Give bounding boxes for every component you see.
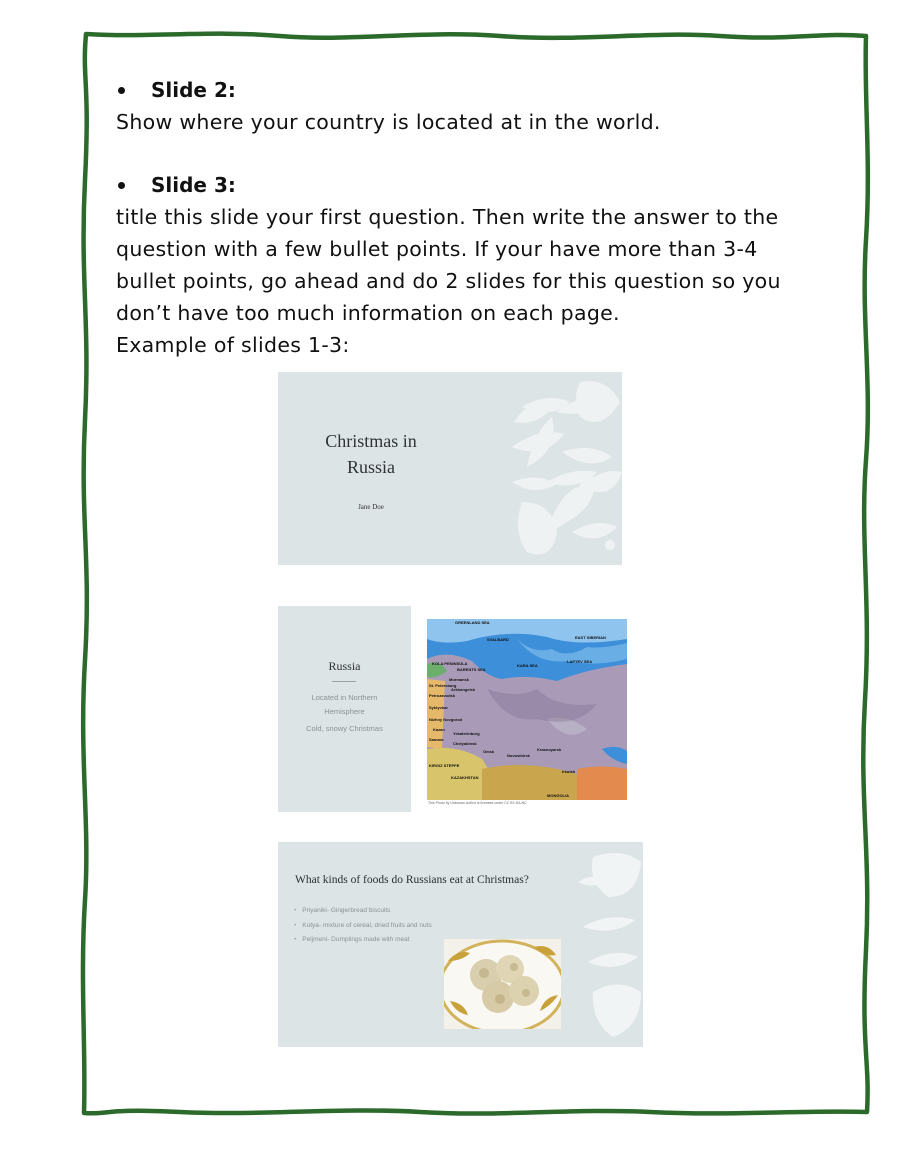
slide3-text-line: title this slide your first question. Then write the answer to the — [116, 205, 779, 229]
map-label: KARA SEA — [517, 663, 538, 668]
map-label: BARENTS SEA — [457, 667, 486, 672]
bullet-icon — [118, 87, 125, 94]
list-item: • Peljmeni- Dumplings made with meat — [294, 933, 432, 948]
map-label: Irkutsk — [562, 769, 576, 774]
map-caption: This Photo by Unknown Author is licensed under CC BY-SA-NC — [428, 801, 527, 805]
map-label: Arkhangelsk — [451, 687, 476, 692]
map-label: Murmansk — [449, 677, 470, 682]
map-label: KIRGIZ STEPPE — [429, 763, 460, 768]
leaf-decoration-icon — [563, 842, 643, 1047]
divider — [332, 681, 356, 682]
example-slide-3 — [278, 842, 643, 1047]
slide2-instructions — [116, 78, 836, 138]
map-label: Syktyvkar — [429, 705, 448, 710]
map-label: Omsk — [483, 749, 495, 754]
map-label: EAST SIBERIAN — [575, 635, 606, 640]
list-item: • Priyaniki- Gingerbread biscuits — [294, 904, 432, 919]
map-label: Chelyabinsk — [453, 741, 477, 746]
map-label: KAZAKHSTAN — [451, 775, 479, 780]
map-label: Novosibirsk — [507, 753, 530, 758]
map-label: GREENLAND SEA — [455, 620, 490, 625]
map-label: Yekaterinburg — [453, 731, 480, 736]
slide2-title: Russia — [328, 659, 361, 673]
slide3-instructions — [116, 173, 836, 361]
list-item: • Kutya- mixture of cereal, dried fruits and nuts — [294, 919, 432, 934]
slide3-heading: Slide 3: — [116, 173, 836, 197]
map-label: Krasnoyarsk — [537, 747, 562, 752]
slide3-text-line: don’t have too much information on each page. — [116, 301, 620, 325]
map-label: St. Petersburg — [429, 683, 457, 688]
slide2-line: Located in Northern — [311, 693, 378, 702]
map-label: KOLA PENINSULA — [432, 661, 468, 666]
bullet-icon — [118, 182, 125, 189]
slide3-text-line: question with a few bullet points. If your have more than 3-4 — [116, 237, 758, 261]
example-slide-2 — [278, 606, 411, 812]
gingerbread-plate-image — [444, 939, 561, 1029]
russia-map — [427, 619, 627, 800]
slide3-bullet-list — [294, 904, 432, 948]
slide2-line: Cold, snowy Christmas — [306, 724, 383, 733]
map-label: Kazan — [433, 727, 445, 732]
map-label: MONGOLIA — [547, 793, 569, 798]
slide1-author: Jane Doe — [358, 503, 384, 511]
map-label: Nizhny Novgorod — [429, 717, 463, 722]
map-label: Petrozavodsk — [429, 693, 456, 698]
slide3-title: What kinds of foods do Russians eat at Christmas? — [295, 874, 529, 886]
slide3-text-line: bullet points, go ahead and do 2 slides for this question so you — [116, 269, 781, 293]
slide2-text: Show where your country is located at in the world. — [116, 110, 661, 134]
example-label: Example of slides 1-3: — [116, 333, 350, 357]
map-label: SVALBARD — [487, 637, 509, 642]
map-label: LAPTEV SEA — [567, 659, 593, 664]
leaf-decoration-icon — [452, 372, 622, 565]
slide2-heading: Slide 2: — [116, 78, 836, 102]
map-label: Samara — [429, 737, 444, 742]
slide1-title: Christmas in Russia — [325, 431, 417, 477]
example-slide-1 — [278, 372, 622, 565]
slide2-line: Hemisphere — [324, 707, 365, 716]
